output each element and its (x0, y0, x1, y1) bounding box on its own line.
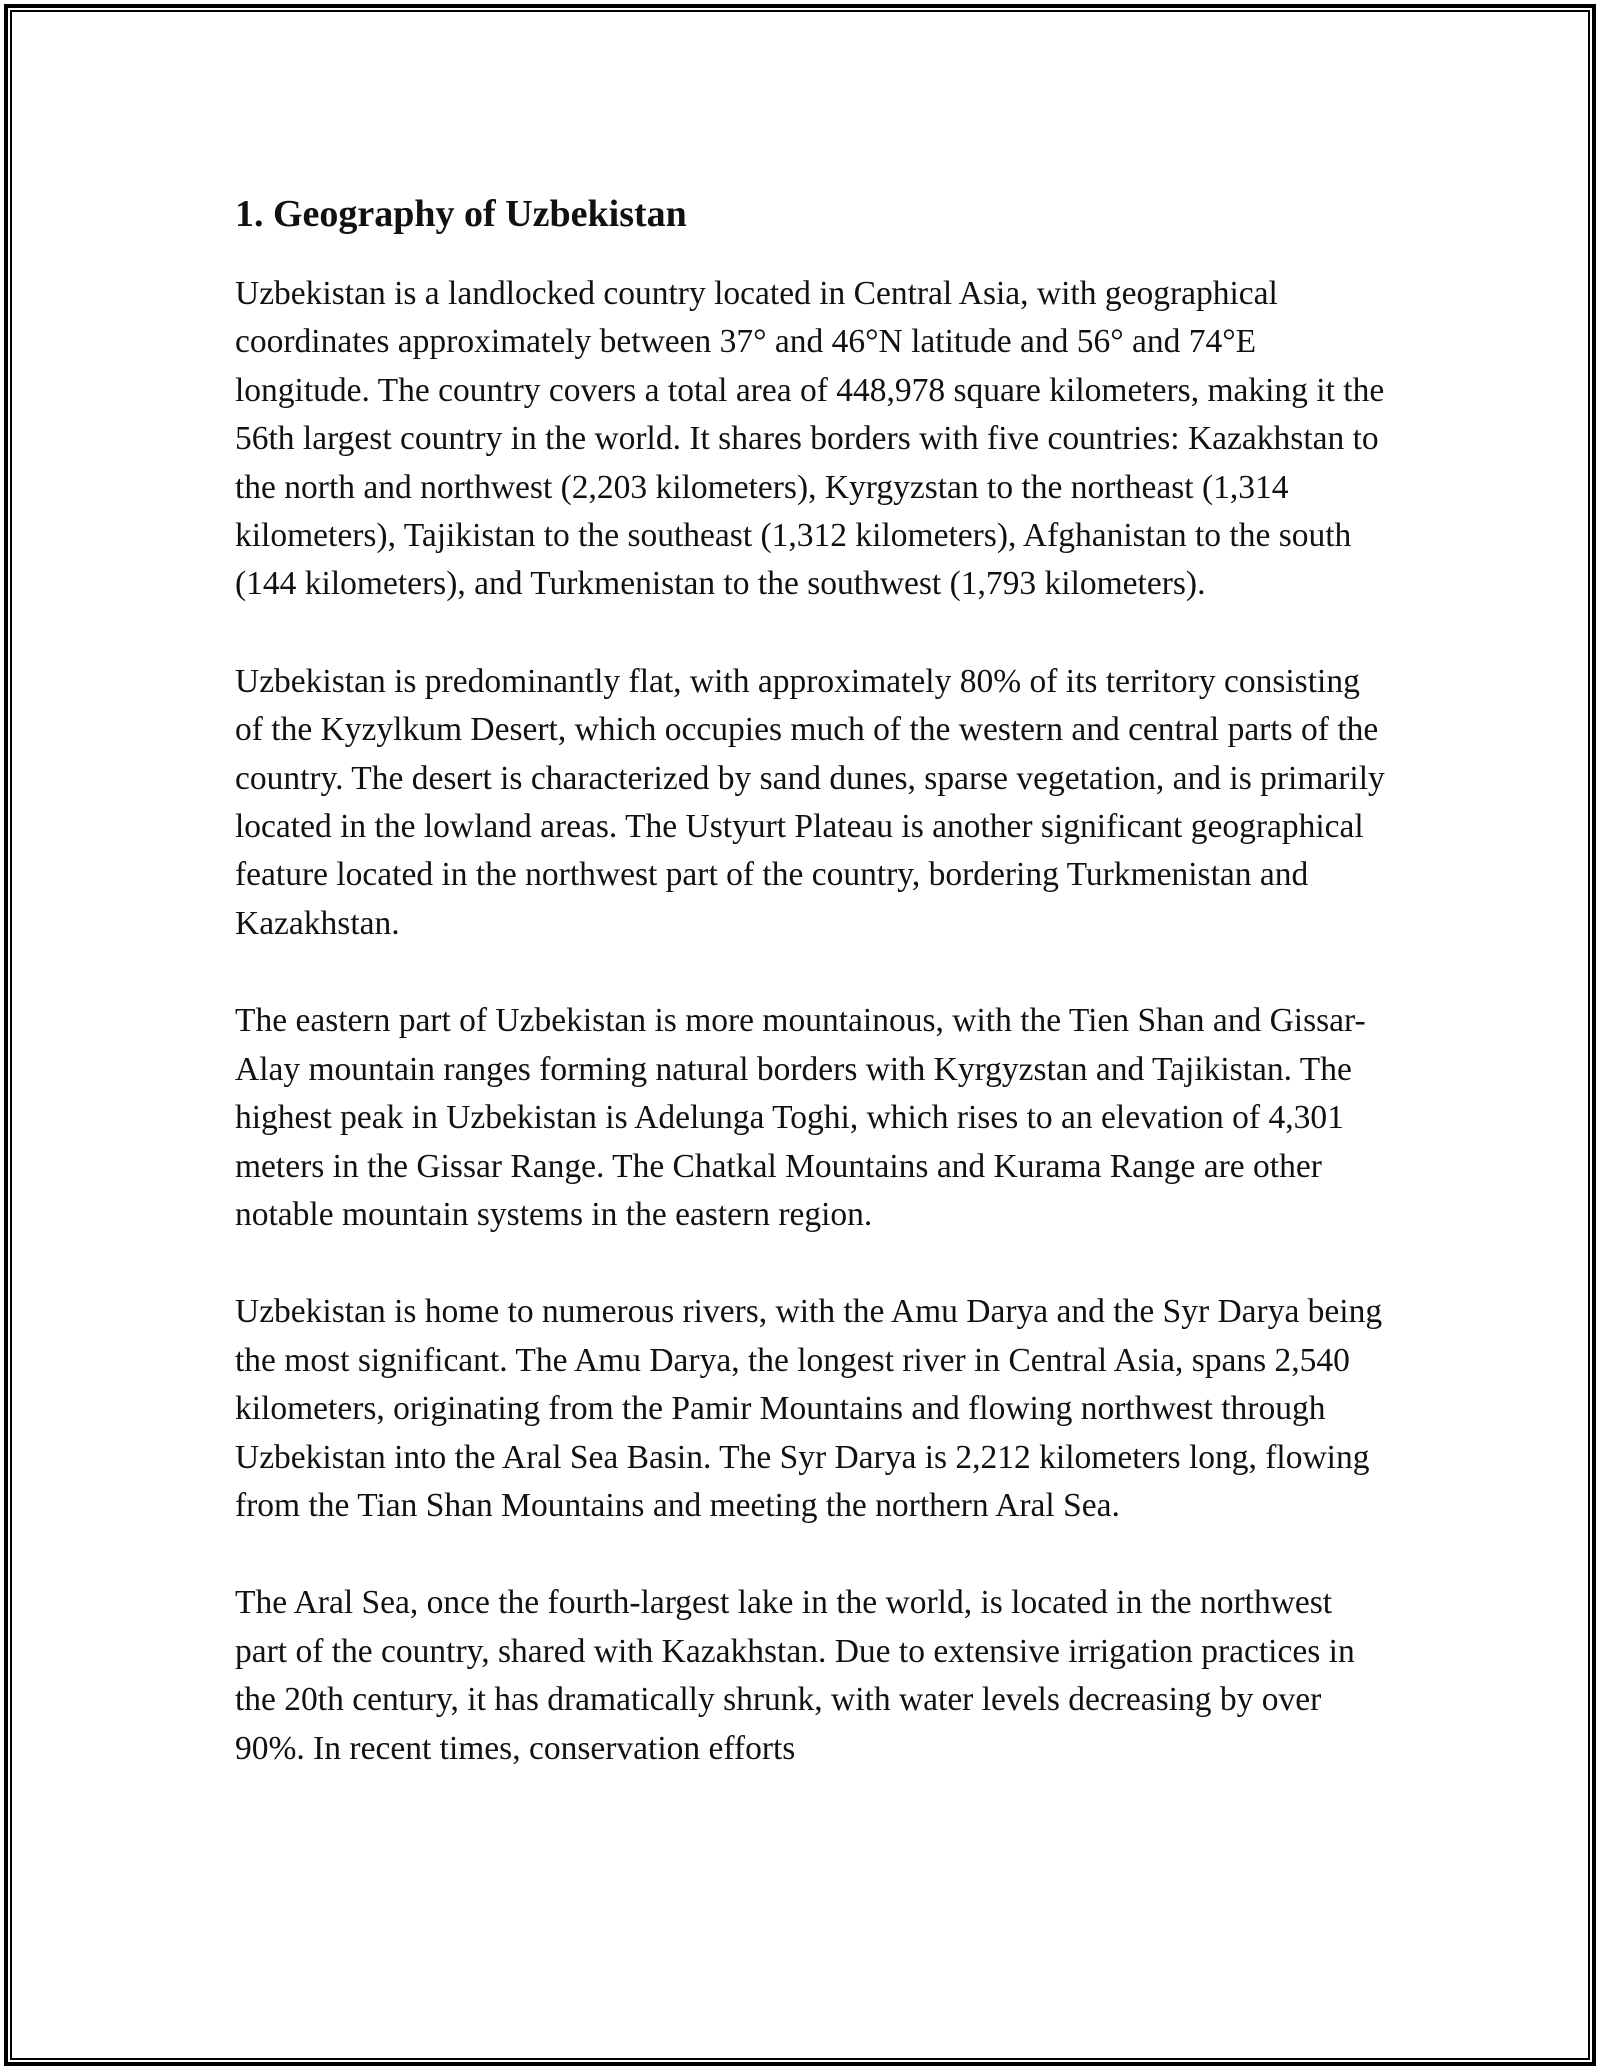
paragraph-mountains: The eastern part of Uzbekistan is more mountainous, with the Tien Shan and Gissar-Alay mountain ranges forming natural borders with Kyrgyzstan and Tajikistan. The highest peak in Uzbekistan is Adelunga Toghi, which rises to an elevation of 4,301 meters in the Gissar Range. The Chatkal Mountains and Kurama Range are other notable mountain systems in the eastern region. (235, 1002, 1366, 1233)
paragraph-deserts-plateau: Uzbekistan is predominantly flat, with approximately 80% of its territory consisting of the Kyzylkum Desert, which occupies much of the western and central parts of the country. The desert is characterized by sand dunes, sparse vegetation, and is primarily located in the lowland areas. The Ustyurt Plateau is another significant geographical feature located in the northwest part of the country, bordering Turkmenistan and Kazakhstan. (235, 662, 1385, 942)
section-title: 1. Geography of Uzbekistan (235, 193, 687, 235)
paragraph-aral-sea: The Aral Sea, once the fourth-largest lake in the world, is located in the northwest part of the country, shared with Kazakhstan. Due to extensive irrigation practices in the 20th century, it has dramatically shrunk, with water levels decreasing by over 90%. In recent times, conservation efforts (235, 1584, 1355, 1767)
paragraph-location-borders: Uzbekistan is a landlocked country located in Central Asia, with geographical coordinates approximately between 37° and 46°N latitude and 56° and 74°E longitude. The country covers a total area of 448,978 square kilometers, making it the 56th largest country in the world. It shares borders with five countries: Kazakhstan to the north and northwest (2,203 kilometers), Kyrgyzstan to the northeast (1,314 kilometers), Tajikistan to the southeast (1,312 kilometers), Afghanistan to the south (144 kilometers), and Turkmenistan to the southwest (1,793 kilometers). (235, 275, 1385, 603)
paragraph-rivers: Uzbekistan is home to numerous rivers, with the Amu Darya and the Syr Darya being the most significant. The Amu Darya, the longest river in Central Asia, spans 2,540 kilometers, originating from the Pamir Mountains and flowing northwest through Uzbekistan into the Aral Sea Basin. The Syr Darya is 2,212 kilometers long, flowing from the Tian Shan Mountains and meeting the northern Aral Sea. (235, 1293, 1383, 1524)
document-body (235, 186, 1385, 1822)
